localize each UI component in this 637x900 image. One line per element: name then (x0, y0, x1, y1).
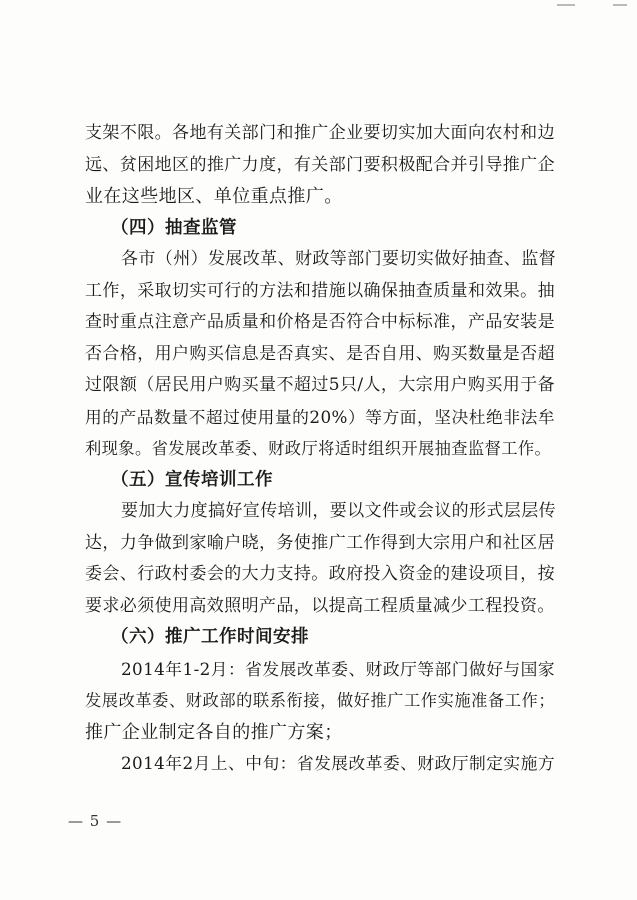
body-line: 要求必须使用高效照明产品，以提高工程质量减少工程投资。 (85, 595, 555, 616)
body-line: 2014年1-2月：省发展改革委、财政厅等部门做好与国家 (121, 658, 555, 679)
body-line: 推广企业制定各自的推广方案； (85, 721, 343, 743)
document-body (85, 118, 555, 780)
body-line: 远、贫困地区的推广力度，有关部门要积极配合并引导推广企 (85, 154, 555, 175)
body-line: 否合格，用户购买信息是否真实、是否自用、购买数量是否超 (85, 343, 555, 364)
body-line: 要加大力度搞好宣传培训，要以文件或会议的形式层层传 (121, 501, 556, 521)
body-line: 委会、行政村委会的大力支持。政府投入资金的建设项目，按 (85, 564, 555, 584)
section-heading: （六）推广工作时间安排 (111, 627, 309, 647)
body-line: 发展改革委、财政部的联系衔接，做好推广工作实施准备工作； (85, 691, 555, 710)
page-number: — 5 — (68, 812, 123, 830)
scan-mark (613, 0, 627, 6)
body-line: 业在这些地区、单位重点推广。 (85, 186, 343, 207)
body-line: 达，力争做到家喻户晓，务使推广工作得到大宗用户和社区居 (85, 532, 555, 553)
body-line: 查时重点注意产品质量和价格是否符合中标标准，产品安装是 (85, 312, 555, 332)
section-heading: （四）抽查监管 (111, 217, 237, 238)
body-line: 工作，采取切实可行的方法和措施以确保抽查质量和效果。抽 (85, 280, 555, 301)
scan-mark (557, 0, 575, 6)
body-line: 各市（州）发展改革、财政等部门要切实做好抽查、监督 (121, 249, 556, 269)
body-line: 用的产品数量不超过使用量的20%）等方面，坚决杜绝非法牟 (85, 406, 555, 427)
body-line: 过限额（居民用户购买量不超过5只/人，大宗用户购买用于备 (85, 375, 555, 395)
body-line: 利现象。省发展改革委、财政厅将适时组织开展抽查监督工作。 (85, 439, 552, 458)
body-line: 2014年2月上、中旬：省发展改革委、财政厅制定实施方 (121, 753, 555, 773)
section-heading: （五）宣传培训工作 (111, 469, 273, 490)
body-line: 支架不限。各地有关部门和推广企业要切实加大面向农村和边 (85, 123, 555, 143)
